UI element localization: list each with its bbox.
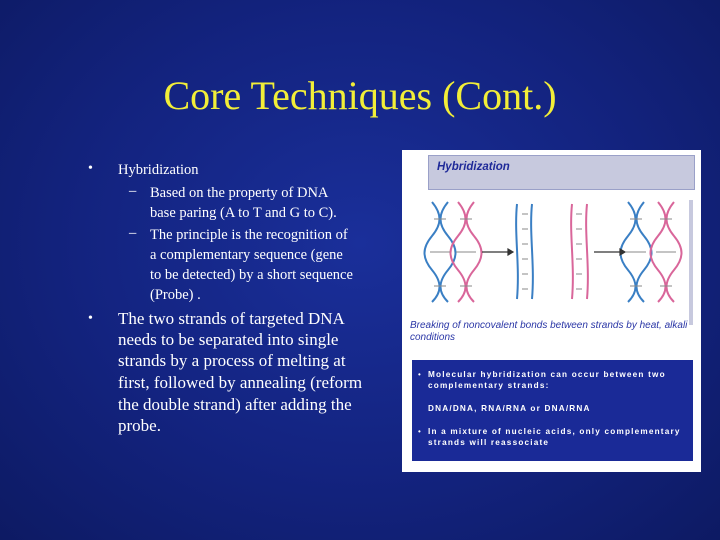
dash: – (129, 225, 137, 241)
subitem-2-line-4: (Probe) . (150, 287, 201, 303)
figure-caption (410, 320, 696, 344)
bullet-2-line-2: needs to be separated into single (118, 330, 339, 349)
bullet-dot: • (88, 161, 93, 176)
caption-line-2: conditions (410, 332, 456, 343)
figure-header-label: Hybridization (437, 161, 510, 173)
dna-helix-illustration (422, 194, 694, 304)
subitem-1-line-1: Based on the property of DNA (150, 185, 329, 201)
box-item-2-line-2: strands will reassociate (428, 438, 550, 447)
caption-line-1: Breaking of noncovalent bonds between strands by heat, alkali (410, 320, 688, 331)
subitem-2-line-1: The principle is the recognition of (150, 227, 348, 243)
bullet-dot: • (88, 311, 93, 326)
slide-title: Core Techniques (Cont.) (163, 73, 557, 118)
figure-header (428, 155, 695, 190)
bullet-2-line-6: probe. (118, 416, 161, 435)
box-item-1-line-2: complementary strands: (428, 381, 550, 390)
bullet-2-line-5: the double strand) after adding the (118, 395, 352, 414)
bullet-2-line-4: first, followed by annealing (reform (118, 373, 363, 392)
box-item-2-line-1: In a mixture of nucleic acids, only complementary (428, 427, 681, 436)
subitem-2-line-3: to be detected) by a short sequence (150, 267, 353, 283)
bullet-2-line-3: strands by a process of melting at (118, 351, 346, 370)
box-bullet: • (418, 370, 421, 379)
bullet-2-line-1: The two strands of targeted DNA (118, 309, 345, 328)
hybridization-summary-box (412, 360, 693, 461)
subitem-1-line-2: base paring (A to T and G to C). (150, 205, 337, 221)
bullet-hybridization: Hybridization (118, 162, 199, 178)
box-bullet: • (418, 427, 421, 436)
box-pairs: DNA/DNA, RNA/RNA or DNA/RNA (428, 404, 591, 413)
hybridization-figure (402, 150, 701, 472)
dash: – (129, 183, 137, 199)
box-item-1-line-1: Molecular hybridization can occur between two (428, 370, 666, 379)
subitem-2-line-2: a complementary sequence (gene (150, 247, 343, 263)
